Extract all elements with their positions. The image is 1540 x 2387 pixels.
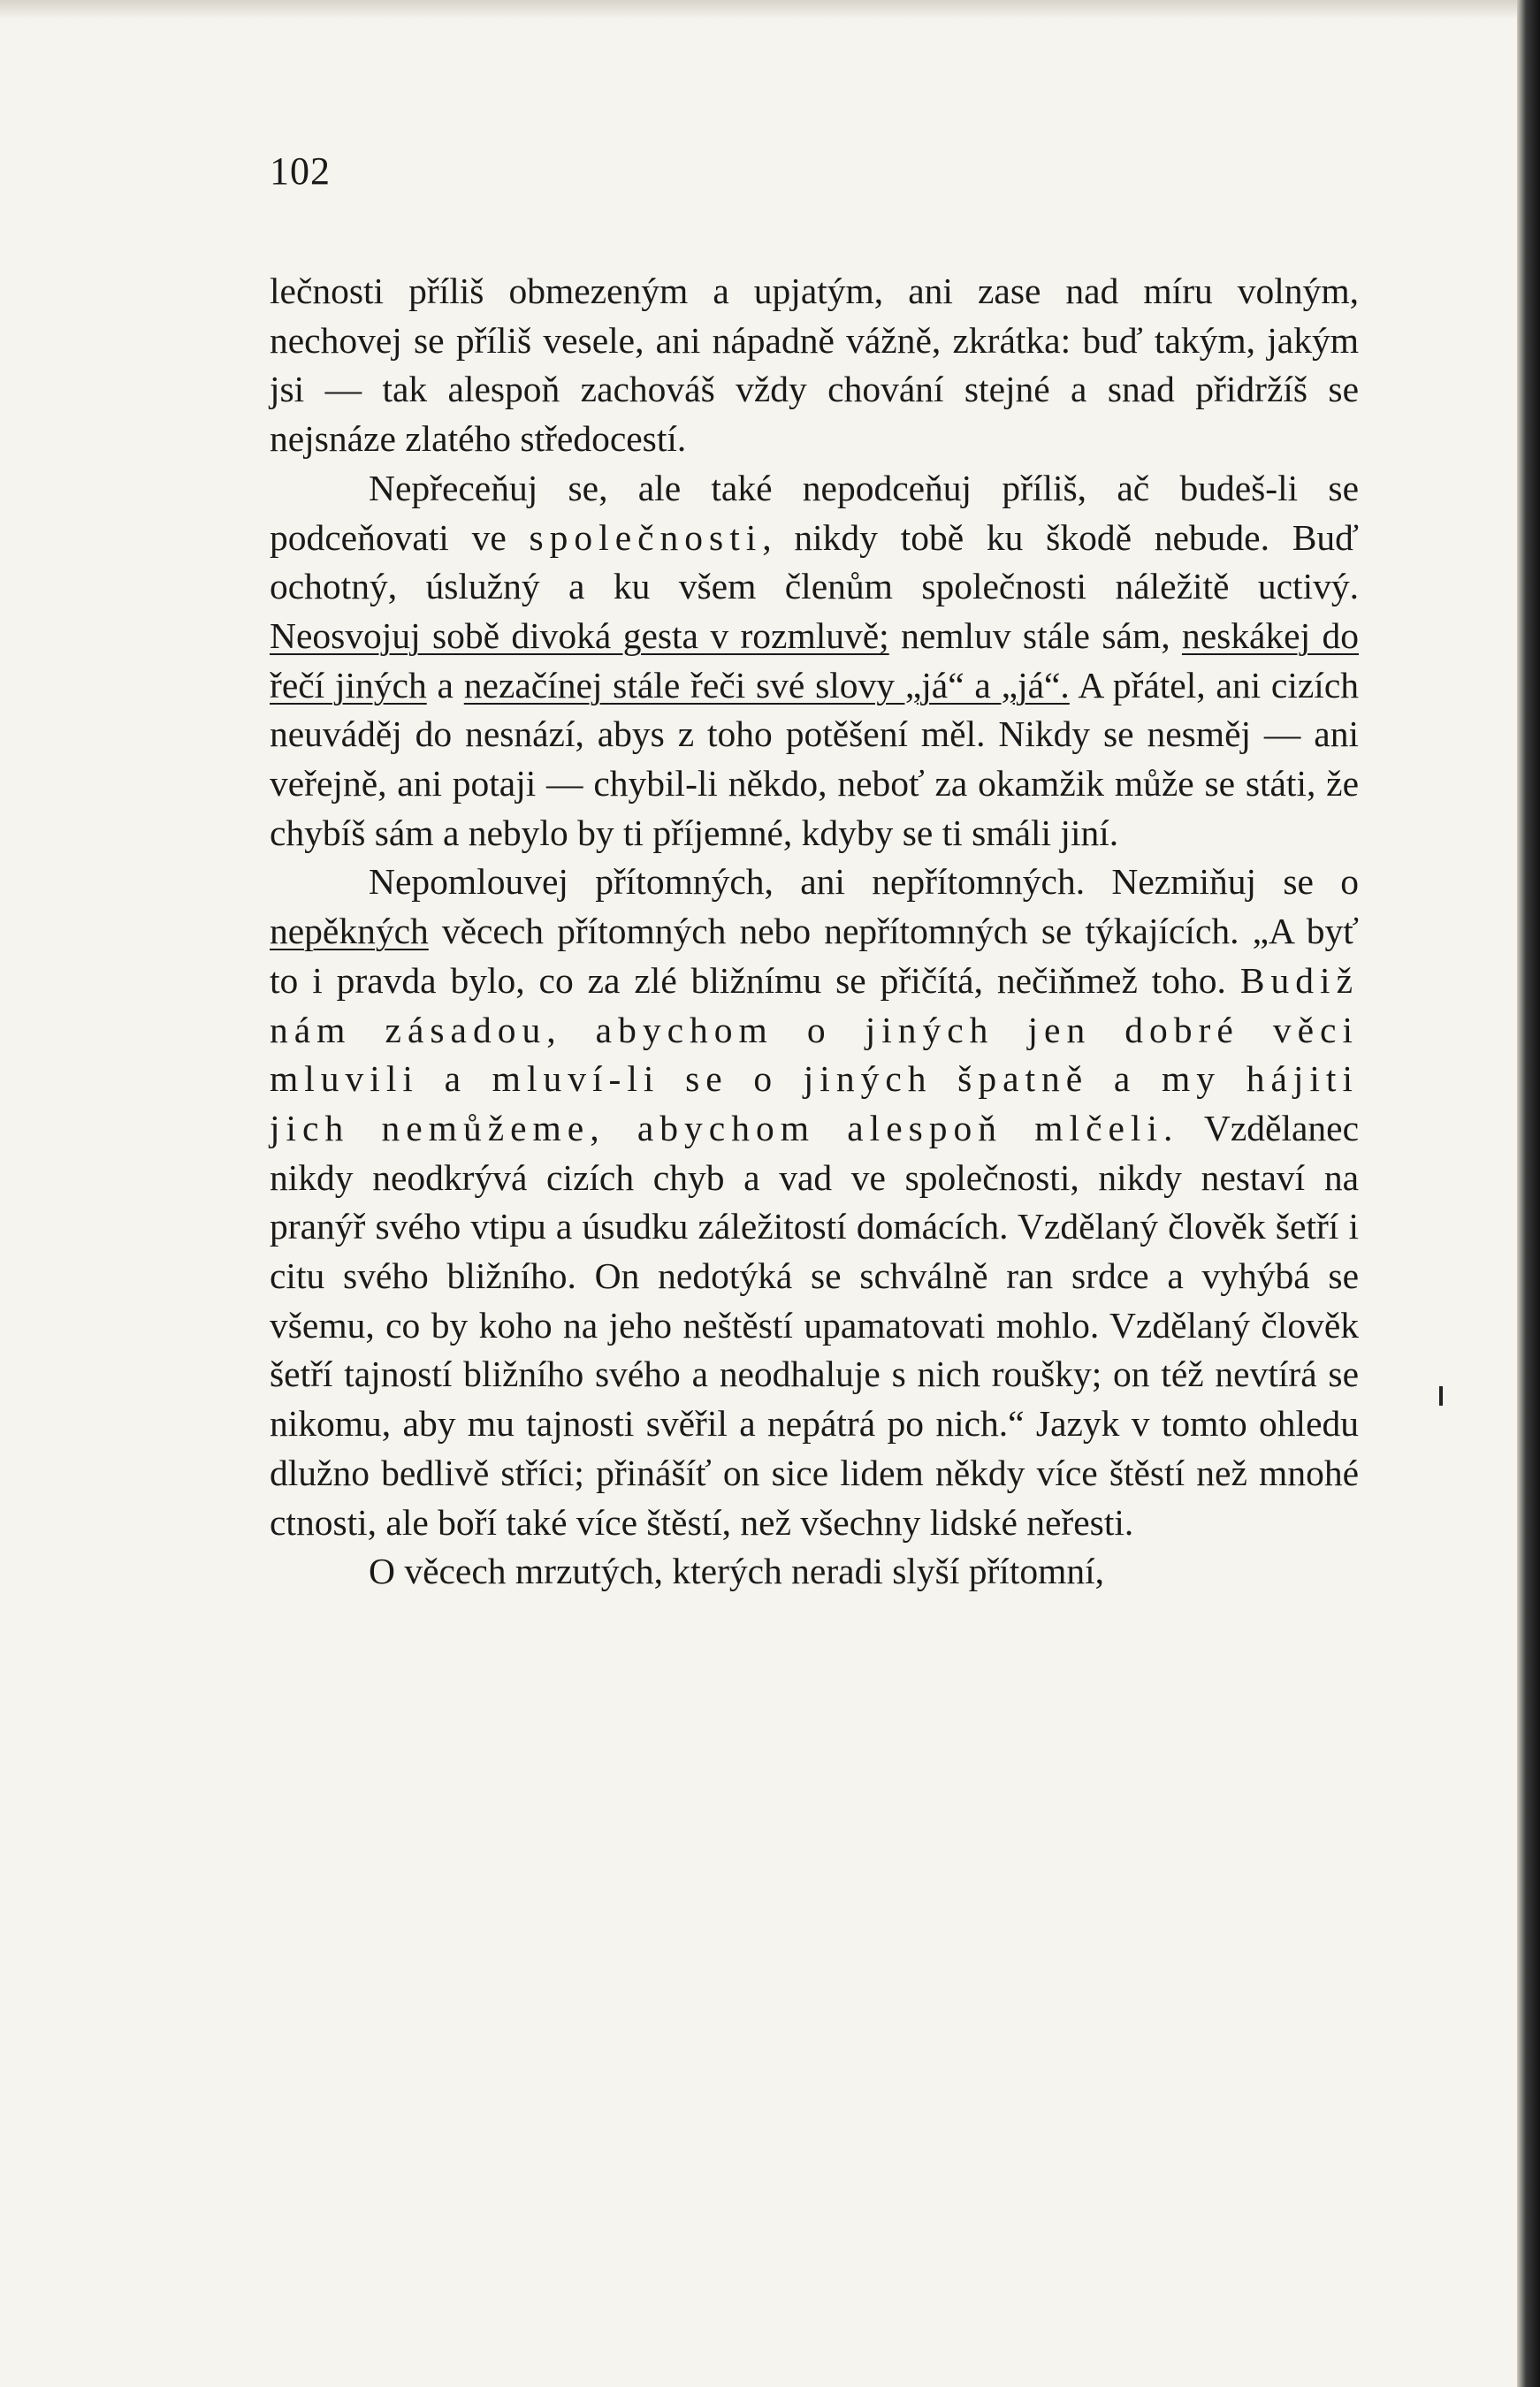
paragraph-2-spaced-word: společnosti (529, 516, 763, 558)
margin-mark (1439, 1386, 1443, 1406)
paragraph-3-spaced-passage: Budiž nám zásadou, abychom o jiných jen dobré věci mluvili a mluví-li se o jiných špatně a my hájiti jich nemůžeme, abychom alespoň mlčeli. (270, 959, 1359, 1148)
paragraph-1 (270, 267, 1359, 464)
paragraph-2-text-a: Nepřeceňuj se, ale také nepodceňuj příliš, ač budeš-li se podceňovati ve (270, 467, 1359, 558)
paragraph-3 (270, 858, 1359, 1547)
paragraph-3-text-c: Vzdělanec nikdy neodkrývá cizích chyb a vad ve společnosti, nikdy nestaví na pranýř svého vtipu a úsudku záležitostí domácích. Vzdělaný člověk šetří i citu svého bližního. On nedotýká se schválně ran srdce a vyhýbá se všemu, co by koho na jeho neštěstí upamatovati mohlo. Vzdělaný člověk šetří tajností bližního svého a neodhaluje s nich roušky; on též nevtírá se nikomu, aby mu tajnosti svěřil a nepátrá po nich.“ Jazyk v tomto ohledu dlužno bedlivě stříci; přinášíť on sice lidem někdy více štěstí než mnohé ctnosti, ale boří také více štěstí, než všechny lidské neřesti. (270, 1107, 1359, 1543)
paragraph-3-underlined: nepěkných (270, 911, 429, 952)
scan-right-edge (1517, 0, 1540, 2387)
paragraph-1-text: lečnosti příliš obmezeným a upjatým, ani zase nad míru volným, nechovej se příliš vesele, ani nápadně vážně, zkrátka: buď takým, jakým jsi — tak alespoň zachováš vždy chování stejné a snad přidržíš se nejsnáze zlatého středocestí. (270, 271, 1359, 460)
paragraph-2-underlined-1: Neosvojuj sobě divoká gesta v rozmluvě; (270, 614, 889, 656)
paragraph-3-text-b: věcech přítomných nebo nepřítomných se týkajících. „A byť to i pravda bylo, co za zlé bližnímu se přičítá, nečiňmež toho. (270, 911, 1359, 1001)
paragraph-4 (270, 1547, 1359, 1597)
paragraph-2 (270, 464, 1359, 858)
paragraph-2-text-d: a (426, 664, 464, 705)
body-text (270, 267, 1359, 1597)
paragraph-3-text-a: Nepomlouvej přítomných, ani nepřítomných. Nezmiňuj se o (369, 861, 1359, 903)
page-number: 102 (270, 149, 331, 193)
paragraph-2-text-b: , nikdy tobě ku škodě nebude. Buď ochotný, úslužný a ku všem členům společnosti náležitě uctivý. (270, 516, 1359, 607)
scan-top-edge (0, 0, 1540, 19)
paragraph-2-underlined-2: neskákej do řečí jiných (270, 614, 1359, 705)
paragraph-4-text: O věcech mrzutých, kterých neradi slyší přítomní, (369, 1551, 1105, 1592)
paragraph-2-text-c: nemluv stále sám, (888, 614, 1182, 656)
paragraph-2-underlined-3: nezačínej stále řeči své slovy „já“ a „já“. (463, 664, 1070, 705)
paragraph-2-text-e: A přátel, ani cizích neuváděj do nesnází, abys z toho potěšení měl. Nikdy se nesměj — ani veřejně, ani potaji — chybil-li někdo, neboť za okamžik může se státi, že chybíš sám a nebylo by ti příjemné, kdyby se ti smáli jiní. (270, 664, 1359, 853)
